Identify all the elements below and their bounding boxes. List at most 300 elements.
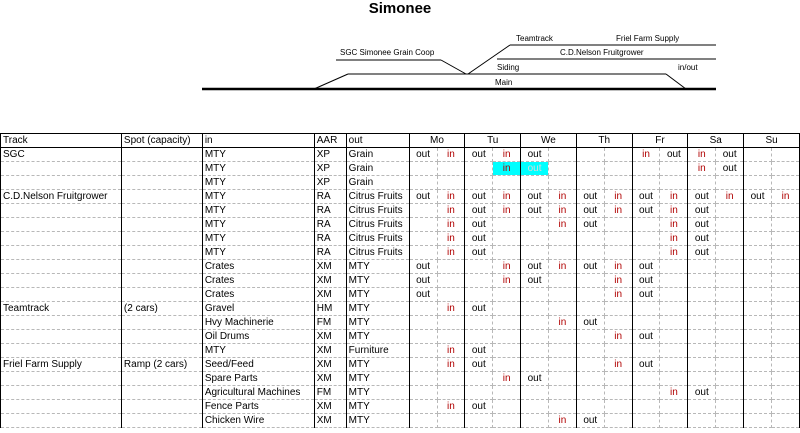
event-cell: out — [465, 344, 493, 358]
event-cell: out — [576, 414, 604, 428]
event-cell — [493, 302, 521, 316]
event-cell — [409, 204, 437, 218]
event-cell — [409, 358, 437, 372]
cell-track — [1, 218, 122, 232]
event-cell — [493, 330, 521, 344]
event-cell — [632, 344, 660, 358]
event-cell: out — [716, 162, 744, 176]
teamtrack-label: Teamtrack — [516, 34, 553, 43]
event-cell — [716, 246, 744, 260]
cell-track — [1, 176, 122, 190]
cell-aar: XM — [314, 372, 346, 386]
event-cell: out — [576, 204, 604, 218]
event-cell — [772, 414, 800, 428]
event-cell — [409, 302, 437, 316]
cell-in: MTY — [202, 176, 314, 190]
event-cell — [548, 148, 576, 162]
event-cell — [772, 232, 800, 246]
event-cell: in — [437, 400, 465, 414]
event-cell — [465, 316, 493, 330]
cell-spot — [121, 400, 202, 414]
cell-track — [1, 288, 122, 302]
day-header-fr: Fr — [632, 134, 688, 148]
event-cell — [548, 344, 576, 358]
event-cell — [493, 316, 521, 330]
event-cell — [521, 400, 549, 414]
cell-in: MTY — [202, 148, 314, 162]
cell-in: MTY — [202, 344, 314, 358]
event-cell — [772, 288, 800, 302]
cell-out: Citrus Fruits — [346, 204, 409, 218]
event-cell — [632, 176, 660, 190]
event-cell — [576, 344, 604, 358]
cell-spot — [121, 344, 202, 358]
event-cell: in — [688, 148, 716, 162]
event-cell: out — [521, 148, 549, 162]
event-cell — [660, 260, 688, 274]
event-cell — [493, 218, 521, 232]
event-cell — [548, 162, 576, 176]
day-header-th: Th — [576, 134, 632, 148]
event-cell — [548, 246, 576, 260]
cell-track — [1, 400, 122, 414]
event-cell: in — [660, 190, 688, 204]
event-cell: out — [465, 358, 493, 372]
event-cell — [604, 218, 632, 232]
event-cell — [688, 316, 716, 330]
cell-spot: (2 cars) — [121, 302, 202, 316]
siding-left-turnout — [314, 74, 348, 89]
event-cell — [409, 246, 437, 260]
cell-aar: FM — [314, 386, 346, 400]
event-cell — [744, 148, 772, 162]
event-cell — [744, 260, 772, 274]
event-cell — [772, 330, 800, 344]
cell-aar: RA — [314, 218, 346, 232]
event-cell — [576, 358, 604, 372]
event-cell — [632, 162, 660, 176]
cell-out: Citrus Fruits — [346, 190, 409, 204]
event-cell — [409, 344, 437, 358]
event-cell — [493, 246, 521, 260]
cell-track — [1, 274, 122, 288]
event-cell — [465, 162, 493, 176]
event-cell — [604, 148, 632, 162]
cell-track — [1, 260, 122, 274]
cell-in: MTY — [202, 246, 314, 260]
cell-out: Grain — [346, 162, 409, 176]
day-header-tu: Tu — [465, 134, 521, 148]
cell-out: MTY — [346, 330, 409, 344]
table-row — [1, 260, 800, 274]
cell-out: Grain — [346, 176, 409, 190]
event-cell — [576, 148, 604, 162]
event-cell — [548, 358, 576, 372]
event-cell — [716, 274, 744, 288]
event-cell: out — [576, 218, 604, 232]
event-cell — [437, 414, 465, 428]
event-cell — [744, 232, 772, 246]
event-cell: in — [604, 260, 632, 274]
event-cell — [716, 386, 744, 400]
event-cell — [576, 372, 604, 386]
event-cell: in — [604, 288, 632, 302]
event-cell — [716, 302, 744, 316]
cell-spot — [121, 176, 202, 190]
event-cell: in — [437, 302, 465, 316]
cell-aar: XM — [314, 260, 346, 274]
event-cell: out — [688, 190, 716, 204]
cell-in: MTY — [202, 162, 314, 176]
event-cell — [688, 330, 716, 344]
table-row — [1, 148, 800, 162]
event-cell — [493, 358, 521, 372]
event-cell — [409, 218, 437, 232]
event-cell — [772, 176, 800, 190]
event-cell — [632, 400, 660, 414]
event-cell — [576, 162, 604, 176]
cell-aar: RA — [314, 190, 346, 204]
event-cell: out — [632, 204, 660, 218]
table-row — [1, 204, 800, 218]
event-cell — [521, 316, 549, 330]
table-row — [1, 372, 800, 386]
event-cell: out — [465, 148, 493, 162]
event-cell — [688, 358, 716, 372]
event-cell — [409, 330, 437, 344]
cell-aar: XM — [314, 344, 346, 358]
cell-track — [1, 246, 122, 260]
event-cell — [521, 386, 549, 400]
cell-out: Citrus Fruits — [346, 232, 409, 246]
event-cell — [716, 316, 744, 330]
event-cell: in — [548, 204, 576, 218]
event-cell — [521, 414, 549, 428]
cell-in: MTY — [202, 190, 314, 204]
cell-in: MTY — [202, 204, 314, 218]
table-row — [1, 274, 800, 288]
cell-out: MTY — [346, 358, 409, 372]
cell-track — [1, 204, 122, 218]
col-header-spot: Spot (capacity) — [121, 134, 202, 148]
table-row — [1, 330, 800, 344]
event-cell — [576, 386, 604, 400]
event-cell — [409, 386, 437, 400]
event-cell — [660, 274, 688, 288]
event-cell — [576, 246, 604, 260]
event-cell — [744, 302, 772, 316]
event-cell: in — [660, 232, 688, 246]
cell-in: Crates — [202, 274, 314, 288]
col-header-track: Track — [1, 134, 122, 148]
event-cell — [716, 344, 744, 358]
event-cell — [688, 344, 716, 358]
cell-in: Fence Parts — [202, 400, 314, 414]
event-cell — [772, 204, 800, 218]
col-header-aar: AAR — [314, 134, 346, 148]
event-cell — [437, 176, 465, 190]
event-cell — [548, 400, 576, 414]
event-cell — [716, 288, 744, 302]
track-diagram — [0, 0, 800, 100]
event-cell: in — [493, 190, 521, 204]
car-schedule-table — [0, 133, 800, 428]
cell-aar: XP — [314, 162, 346, 176]
table-row — [1, 162, 800, 176]
event-cell — [744, 330, 772, 344]
event-cell — [744, 218, 772, 232]
event-cell — [409, 316, 437, 330]
cell-in: Agricultural Machines — [202, 386, 314, 400]
event-cell: out — [688, 232, 716, 246]
event-cell: out — [409, 288, 437, 302]
event-cell: in — [437, 344, 465, 358]
main-label: Main — [495, 78, 513, 87]
event-cell — [576, 330, 604, 344]
event-cell: out — [465, 246, 493, 260]
event-cell — [632, 414, 660, 428]
event-cell: in — [688, 162, 716, 176]
table-row — [1, 190, 800, 204]
event-cell — [688, 260, 716, 274]
event-cell: out — [521, 260, 549, 274]
event-cell — [493, 232, 521, 246]
event-cell — [772, 148, 800, 162]
event-cell — [465, 260, 493, 274]
cell-aar: XM — [314, 330, 346, 344]
event-cell — [576, 232, 604, 246]
table-row — [1, 232, 800, 246]
event-cell: in — [437, 246, 465, 260]
event-cell: out — [632, 288, 660, 302]
event-cell: out — [688, 204, 716, 218]
event-cell — [632, 246, 660, 260]
cell-in: Crates — [202, 260, 314, 274]
cell-spot — [121, 260, 202, 274]
event-cell: in — [437, 358, 465, 372]
col-header-out: out — [346, 134, 409, 148]
event-cell — [660, 414, 688, 428]
event-cell — [548, 302, 576, 316]
event-cell — [437, 274, 465, 288]
event-cell — [521, 176, 549, 190]
event-cell — [493, 176, 521, 190]
event-cell — [521, 288, 549, 302]
cell-spot — [121, 246, 202, 260]
event-cell: in — [660, 386, 688, 400]
cell-aar: XP — [314, 176, 346, 190]
cell-track: SGC — [1, 148, 122, 162]
cell-spot — [121, 190, 202, 204]
event-cell — [604, 414, 632, 428]
event-cell — [521, 302, 549, 316]
event-cell: in — [493, 162, 521, 176]
event-cell: out — [576, 316, 604, 330]
day-header-we: We — [521, 134, 577, 148]
event-cell — [437, 260, 465, 274]
cell-out: Grain — [346, 148, 409, 162]
event-cell — [772, 358, 800, 372]
event-cell — [409, 176, 437, 190]
event-cell — [409, 232, 437, 246]
event-cell: in — [437, 148, 465, 162]
event-cell — [688, 302, 716, 316]
event-cell: out — [576, 190, 604, 204]
event-cell: in — [604, 358, 632, 372]
cell-spot — [121, 274, 202, 288]
event-cell — [716, 260, 744, 274]
event-cell — [716, 358, 744, 372]
cell-in: Hvy Machinerie — [202, 316, 314, 330]
event-cell — [660, 316, 688, 330]
event-cell — [632, 302, 660, 316]
event-cell — [493, 288, 521, 302]
event-cell — [660, 358, 688, 372]
event-cell — [716, 414, 744, 428]
event-cell: in — [548, 316, 576, 330]
event-cell — [772, 386, 800, 400]
event-cell: in — [493, 204, 521, 218]
event-cell — [744, 386, 772, 400]
event-cell — [465, 274, 493, 288]
cell-out: MTY — [346, 288, 409, 302]
event-cell: in — [493, 148, 521, 162]
schedule-body — [1, 148, 800, 428]
cell-spot — [121, 288, 202, 302]
cell-aar: XM — [314, 358, 346, 372]
cell-aar: RA — [314, 204, 346, 218]
cell-in: Oil Drums — [202, 330, 314, 344]
event-cell: out — [409, 148, 437, 162]
event-cell — [604, 246, 632, 260]
cell-out: MTY — [346, 414, 409, 428]
event-cell — [521, 358, 549, 372]
event-cell — [493, 344, 521, 358]
event-cell — [604, 162, 632, 176]
cell-track — [1, 372, 122, 386]
event-cell — [465, 288, 493, 302]
event-cell: in — [493, 260, 521, 274]
event-cell — [465, 414, 493, 428]
event-cell: in — [604, 274, 632, 288]
cell-out: MTY — [346, 302, 409, 316]
event-cell — [437, 386, 465, 400]
event-cell: in — [548, 414, 576, 428]
cell-track — [1, 386, 122, 400]
schedule-header-row — [1, 134, 800, 148]
cell-spot — [121, 218, 202, 232]
event-cell — [465, 330, 493, 344]
event-cell — [688, 288, 716, 302]
event-cell: out — [465, 232, 493, 246]
table-row — [1, 316, 800, 330]
cell-spot — [121, 330, 202, 344]
event-cell — [660, 176, 688, 190]
cell-in: Seed/Feed — [202, 358, 314, 372]
cell-aar: RA — [314, 232, 346, 246]
event-cell — [632, 386, 660, 400]
event-cell: out — [465, 190, 493, 204]
cell-out: MTY — [346, 260, 409, 274]
event-cell — [548, 176, 576, 190]
event-cell: out — [632, 358, 660, 372]
event-cell: out — [688, 386, 716, 400]
event-cell: in — [437, 204, 465, 218]
cell-track: Teamtrack — [1, 302, 122, 316]
event-cell: out — [632, 260, 660, 274]
event-cell — [604, 232, 632, 246]
cell-spot — [121, 386, 202, 400]
event-cell: out — [660, 148, 688, 162]
event-cell — [437, 330, 465, 344]
cell-track: C.D.Nelson Fruitgrower — [1, 190, 122, 204]
event-cell — [744, 400, 772, 414]
table-row — [1, 400, 800, 414]
event-cell — [744, 372, 772, 386]
cell-aar: XM — [314, 274, 346, 288]
cell-aar: XM — [314, 414, 346, 428]
event-cell — [772, 162, 800, 176]
cell-spot — [121, 372, 202, 386]
cell-aar: XP — [314, 148, 346, 162]
event-cell — [772, 400, 800, 414]
event-cell: in — [493, 372, 521, 386]
event-cell — [604, 176, 632, 190]
event-cell: in — [604, 330, 632, 344]
event-cell — [772, 316, 800, 330]
event-cell: out — [465, 302, 493, 316]
event-cell — [772, 218, 800, 232]
cell-track — [1, 414, 122, 428]
event-cell — [548, 386, 576, 400]
event-cell: in — [437, 190, 465, 204]
event-cell — [744, 204, 772, 218]
cell-aar: FM — [314, 316, 346, 330]
cell-in: Crates — [202, 288, 314, 302]
event-cell — [744, 176, 772, 190]
event-cell — [409, 400, 437, 414]
event-cell — [465, 372, 493, 386]
event-cell — [660, 372, 688, 386]
event-cell — [576, 400, 604, 414]
table-row — [1, 176, 800, 190]
event-cell: out — [521, 372, 549, 386]
table-row — [1, 414, 800, 428]
cell-spot — [121, 316, 202, 330]
event-cell — [604, 400, 632, 414]
event-cell — [465, 386, 493, 400]
cell-in: MTY — [202, 218, 314, 232]
event-cell — [744, 274, 772, 288]
event-cell — [409, 372, 437, 386]
event-cell — [744, 358, 772, 372]
cell-spot — [121, 162, 202, 176]
cell-out: MTY — [346, 400, 409, 414]
event-cell: in — [437, 232, 465, 246]
col-header-in: in — [202, 134, 314, 148]
table-row — [1, 386, 800, 400]
event-cell — [437, 162, 465, 176]
table-row — [1, 358, 800, 372]
cell-in: Chicken Wire — [202, 414, 314, 428]
cell-in: MTY — [202, 232, 314, 246]
event-cell — [521, 344, 549, 358]
event-cell: out — [409, 274, 437, 288]
siding-label: Siding — [497, 63, 520, 72]
event-cell: out — [409, 260, 437, 274]
cell-aar: XM — [314, 288, 346, 302]
event-cell — [521, 330, 549, 344]
